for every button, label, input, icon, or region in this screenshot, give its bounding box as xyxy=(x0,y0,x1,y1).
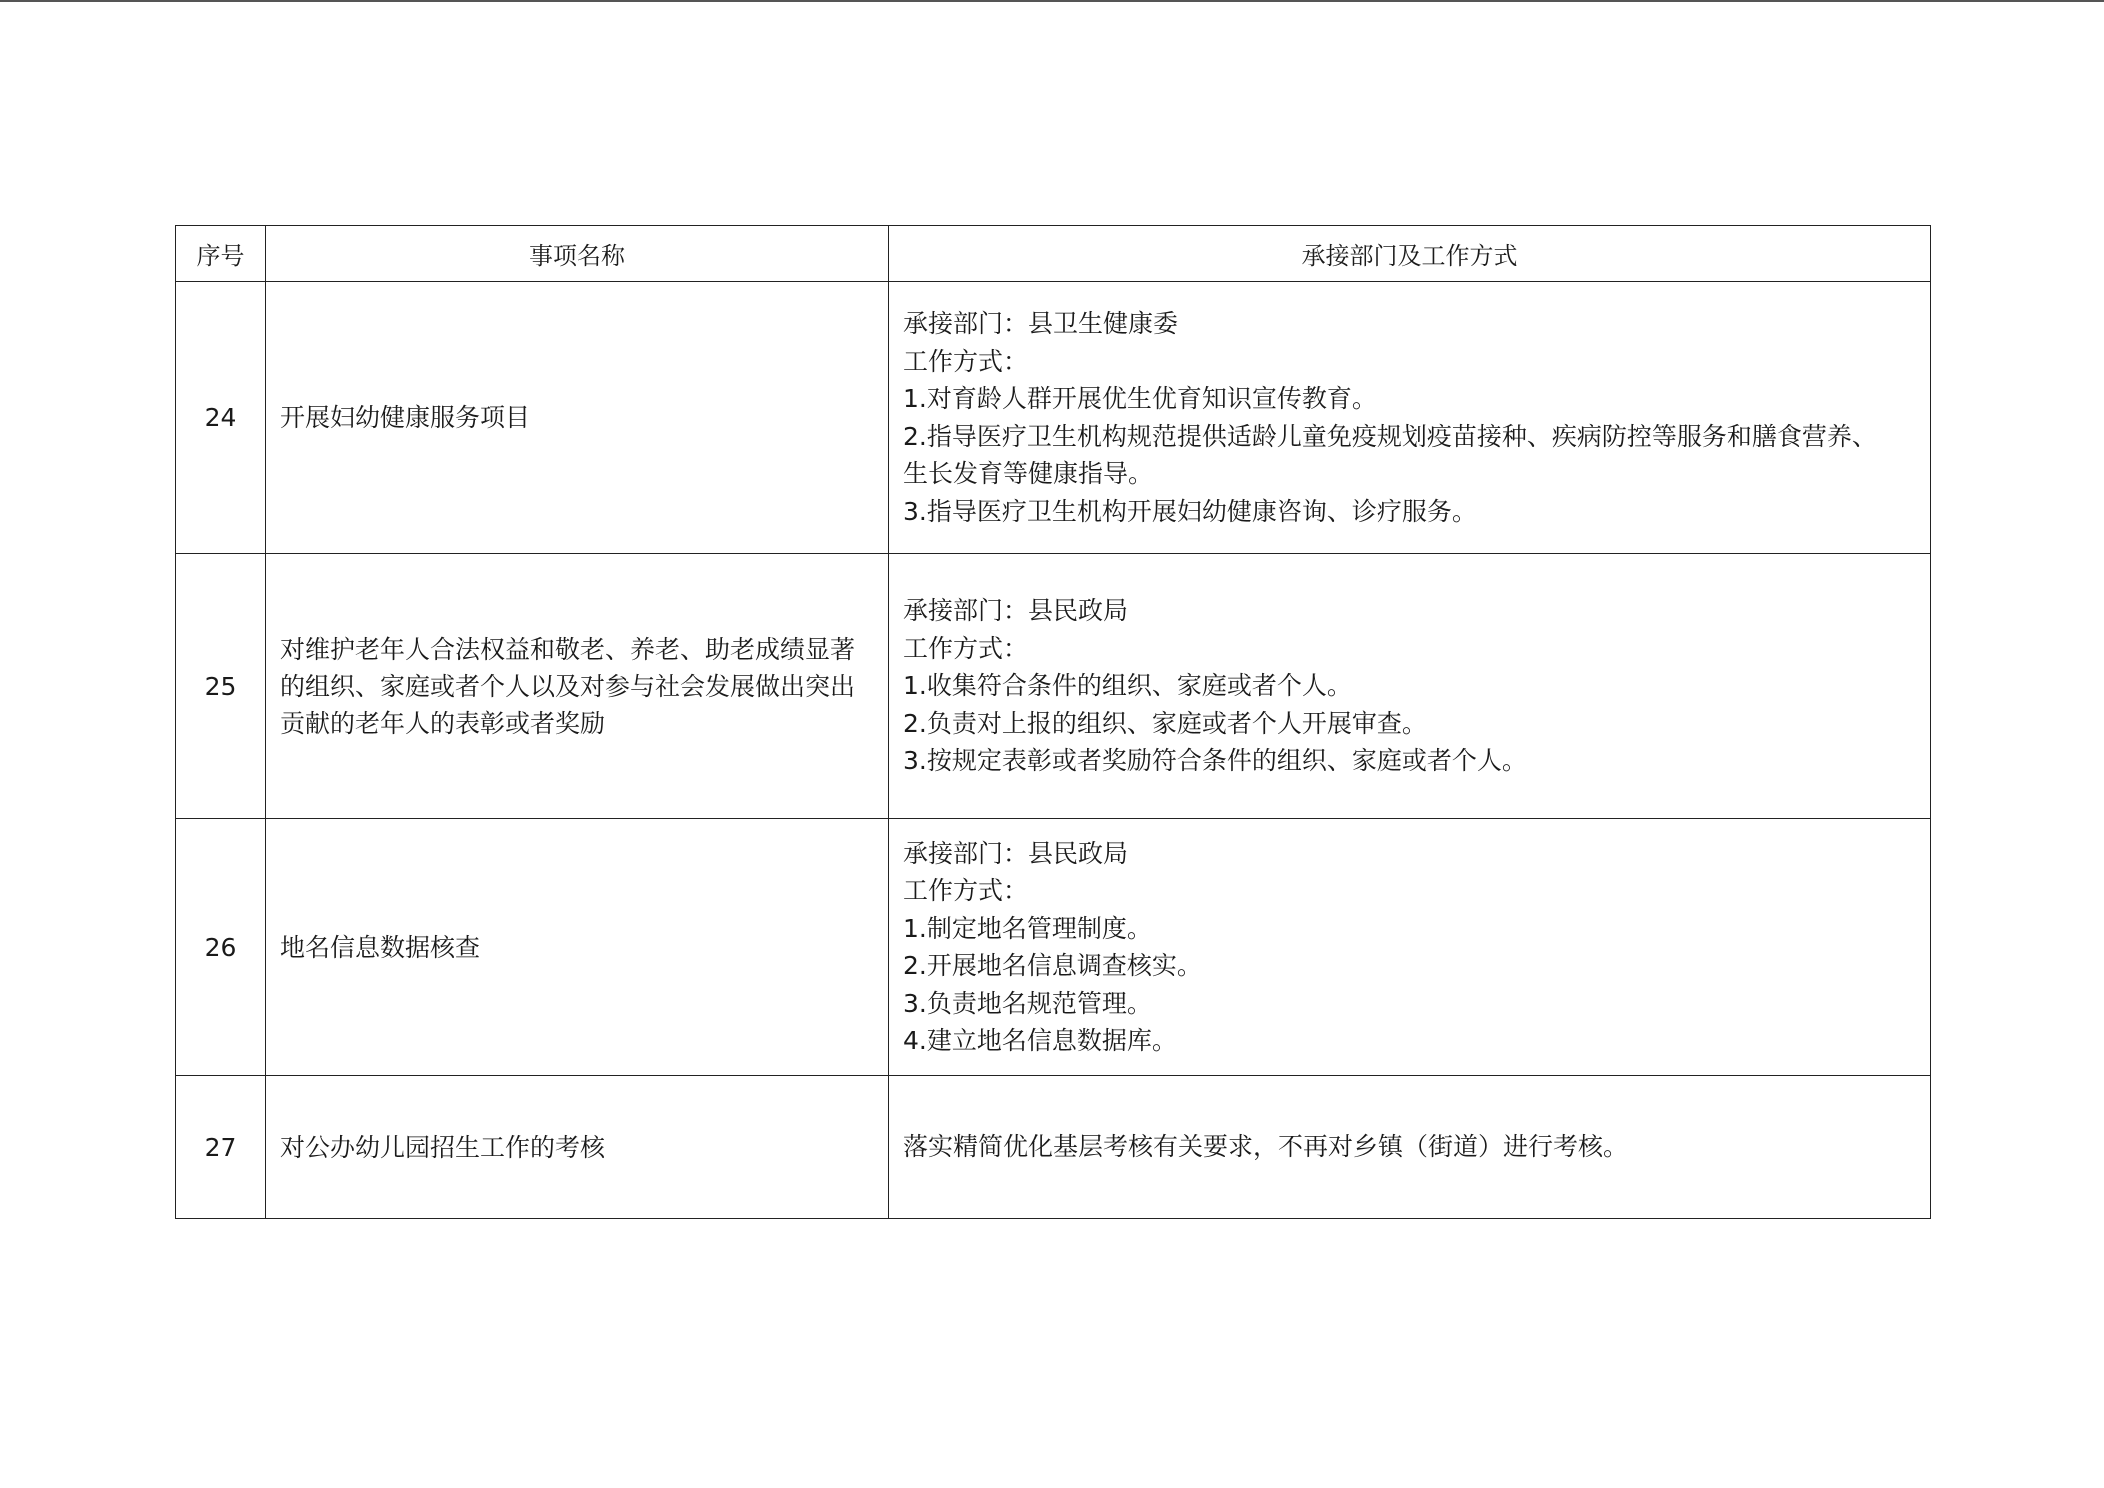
row-index: 27 xyxy=(176,1076,266,1219)
dept-line: 2.负责对上报的组织、家庭或者个人开展审查。 xyxy=(903,708,1427,738)
page-top-rule xyxy=(0,0,2104,2)
table-row xyxy=(176,1076,1931,1219)
dept-line: 工作方式： xyxy=(903,633,1029,663)
dept-line: 2.开展地名信息调查核实。 xyxy=(903,951,1202,980)
row-dept xyxy=(889,554,1931,819)
row-index: 26 xyxy=(176,819,266,1076)
row-name: 开展妇幼健康服务项目 xyxy=(266,282,889,554)
row-index: 24 xyxy=(176,282,266,554)
dept-line: 承接部门：县民政局 xyxy=(903,838,1129,868)
row-index: 25 xyxy=(176,554,266,819)
row-dept xyxy=(889,819,1931,1076)
dept-line: 2.指导医疗卫生机构规范提供适龄儿童免疫规划疫苗接种、疾病防控等服务和膳食营养、 xyxy=(903,421,1877,451)
dept-line: 工作方式： xyxy=(903,346,1029,376)
dept-line: 承接部门：县卫生健康委 xyxy=(903,309,1179,338)
dept-line: 落实精简优化基层考核有关要求，不再对乡镇（街道）进行考核。 xyxy=(903,1132,1629,1162)
header-name: 事项名称 xyxy=(266,226,889,282)
dept-line: 3.指导医疗卫生机构开展妇幼健康咨询、诊疗服务。 xyxy=(903,496,1477,526)
dept-line: 4.建立地名信息数据库。 xyxy=(903,1026,1177,1055)
row-name: 地名信息数据核查 xyxy=(266,819,889,1076)
table-row xyxy=(176,282,1931,554)
dept-line: 1.收集符合条件的组织、家庭或者个人。 xyxy=(903,671,1352,701)
items-table xyxy=(175,225,1931,1219)
dept-line: 1.对育龄人群开展优生优育知识宣传教育。 xyxy=(903,384,1377,413)
table-header-row xyxy=(176,226,1931,282)
dept-line: 工作方式： xyxy=(903,876,1029,905)
header-index: 序号 xyxy=(176,226,266,282)
dept-line: 承接部门：县民政局 xyxy=(903,596,1129,626)
header-dept: 承接部门及工作方式 xyxy=(889,226,1931,282)
table-row xyxy=(176,819,1931,1076)
dept-line: 1.制定地名管理制度。 xyxy=(903,913,1152,943)
row-name: 对公办幼儿园招生工作的考核 xyxy=(266,1076,889,1219)
row-name: 对维护老年人合法权益和敬老、养老、助老成绩显著的组织、家庭或者个人以及对参与社会发展做出突出贡献的老年人的表彰或者奖励 xyxy=(266,554,889,819)
dept-line: 生长发育等健康指导。 xyxy=(903,459,1154,488)
table-row xyxy=(176,554,1931,819)
dept-line: 3.负责地名规范管理。 xyxy=(903,988,1152,1018)
row-dept xyxy=(889,1076,1931,1219)
row-dept xyxy=(889,282,1931,554)
dept-line: 3.按规定表彰或者奖励符合条件的组织、家庭或者个人。 xyxy=(903,746,1527,776)
